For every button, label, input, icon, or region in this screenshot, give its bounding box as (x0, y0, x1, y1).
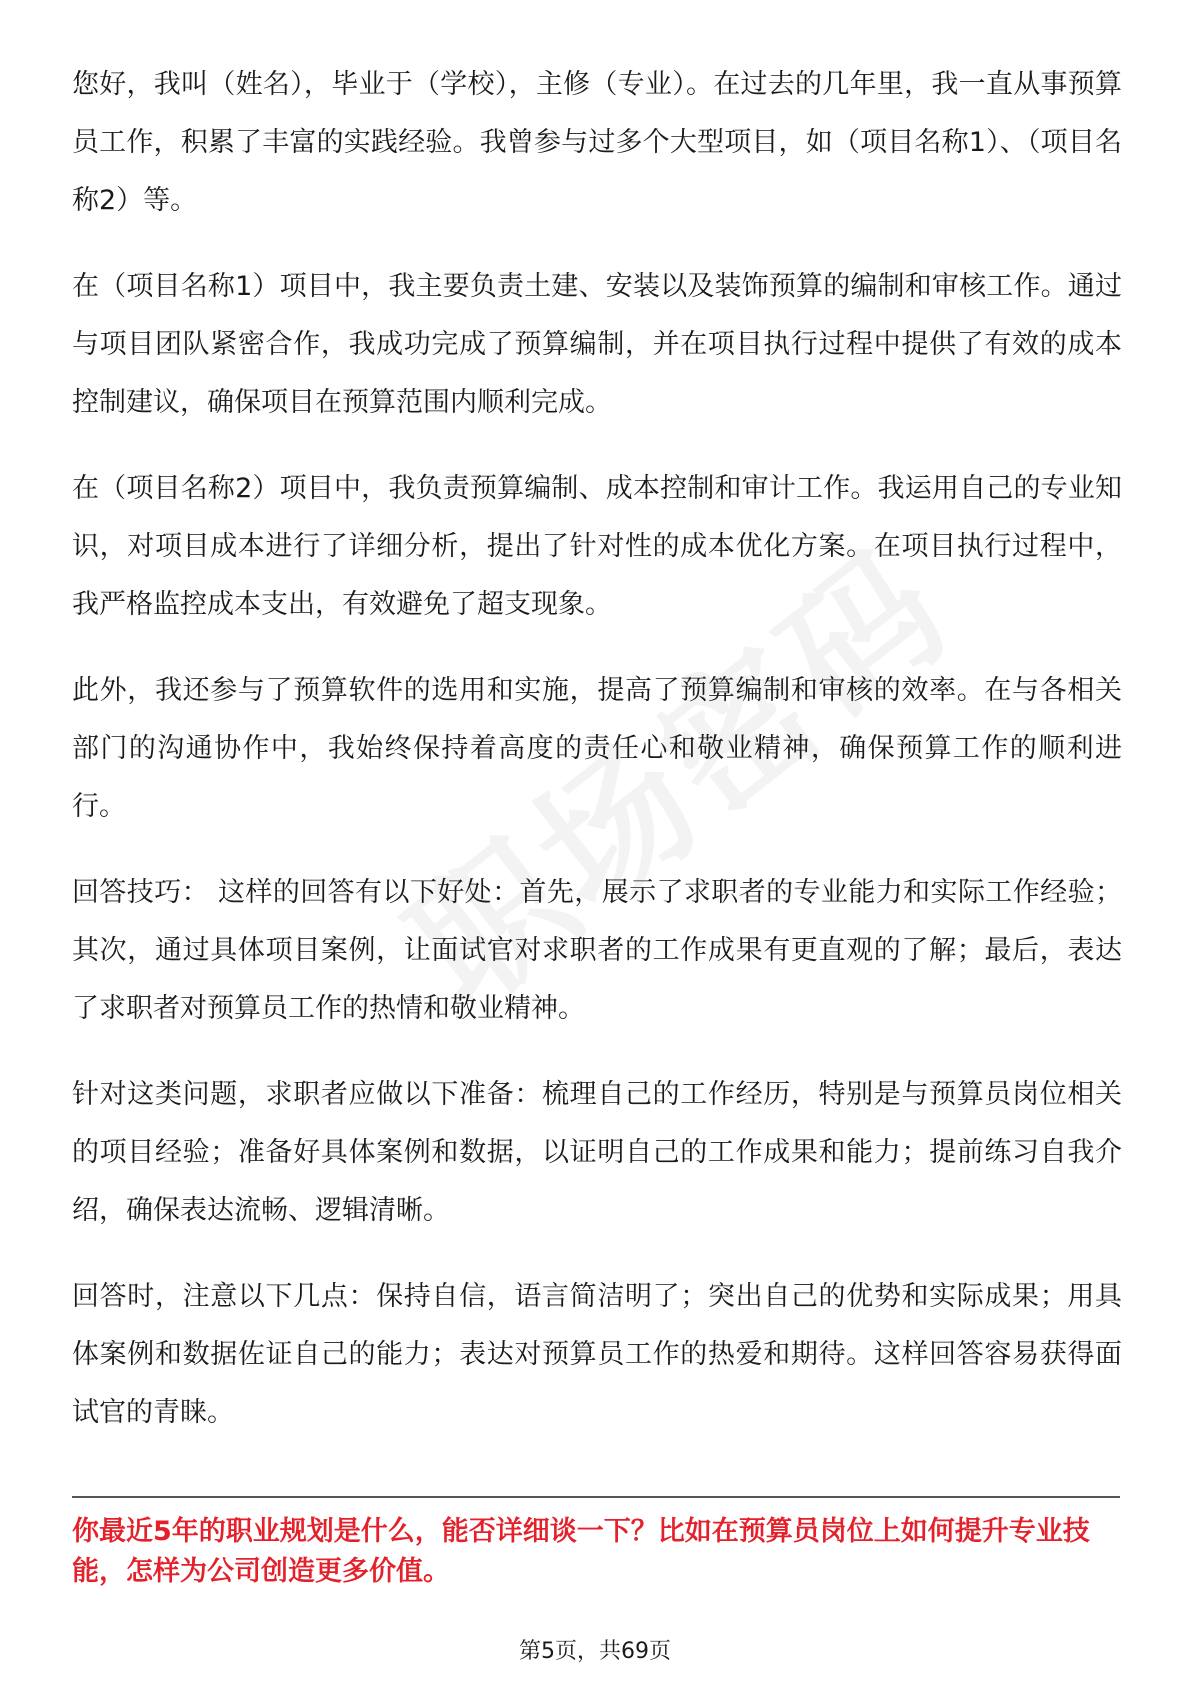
answer-body (72, 56, 1122, 1470)
paragraph-answer-tips: 回答技巧： 这样的回答有以下好处：首先，展示了求职者的专业能力和实际工作经验；其次，通过具体项目案例，让面试官对求职者的工作成果有更直观的了解；最后，表达了求职者对预算员工作的热情和敬业精神。 (72, 877, 1122, 1024)
paragraph-project-2: 在（项目名称2）项目中，我负责预算编制、成本控制和审计工作。我运用自己的专业知识，对项目成本进行了详细分析，提出了针对性的成本优化方案。在项目执行过程中，我严格监控成本支出，有效避免了超支现象。 (72, 473, 1122, 620)
paragraph-intro: 您好，我叫（姓名），毕业于（学校），主修（专业）。在过去的几年里，我一直从事预算员工作，积累了丰富的实践经验。我曾参与过多个大型项目，如（项目名称1）、（项目名称2）等。 (72, 69, 1122, 216)
paragraph-project-1: 在（项目名称1）项目中，我主要负责土建、安装以及装饰预算的编制和审核工作。通过与项目团队紧密合作，我成功完成了预算编制，并在项目执行过程中提供了有效的成本控制建议，确保项目在预算范围内顺利完成。 (72, 271, 1122, 418)
paragraph-preparation: 针对这类问题，求职者应做以下准备：梳理自己的工作经历，特别是与预算员岗位相关的项目经验；准备好具体案例和数据，以证明自己的工作成果和能力；提前练习自我介绍，确保表达流畅、逻辑清晰。 (72, 1079, 1122, 1226)
paragraph-notes: 回答时，注意以下几点：保持自信，语言简洁明了；突出自己的优势和实际成果；用具体案例和数据佐证自己的能力；表达对预算员工作的热爱和期待。这样回答容易获得面试官的青睐。 (72, 1281, 1122, 1428)
section-divider (72, 1496, 1120, 1498)
paragraph-additional: 此外，我还参与了预算软件的选用和实施，提高了预算编制和审核的效率。在与各相关部门的沟通协作中，我始终保持着高度的责任心和敬业精神，确保预算工作的顺利进行。 (72, 675, 1122, 822)
next-question: 你最近5年的职业规划是什么，能否详细谈一下？比如在预算员岗位上如何提升专业技能，怎样为公司创造更多价值。 (72, 1516, 1090, 1587)
page-number: 第5页，共69页 (519, 1639, 671, 1664)
